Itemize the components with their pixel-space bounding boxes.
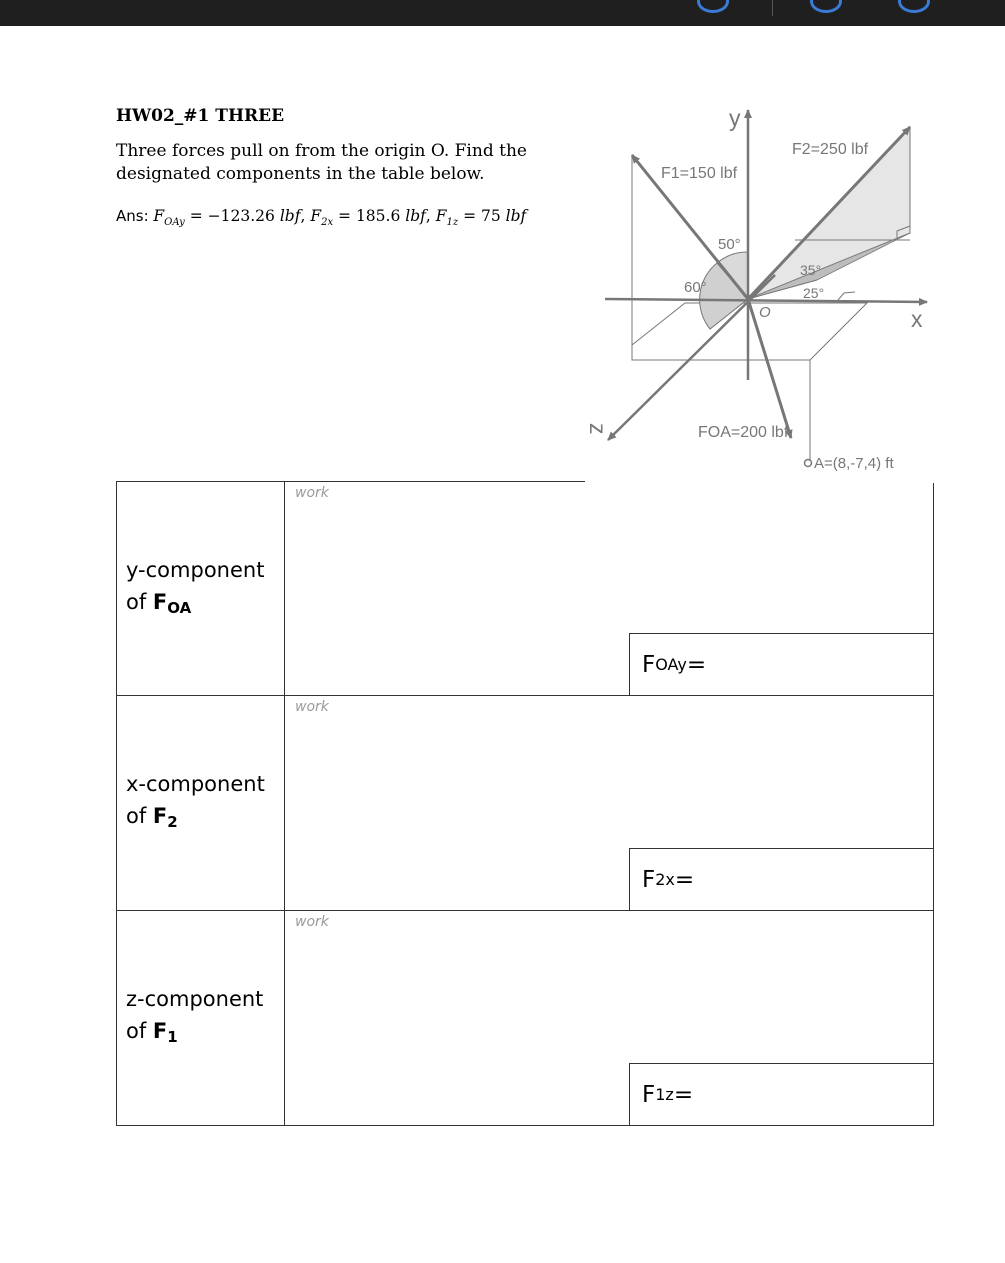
answer-field-subscript: OAy — [655, 655, 687, 674]
work-area-hint[interactable]: work — [295, 485, 329, 501]
table-row — [116, 481, 934, 696]
diagram-overlap-mask — [585, 478, 934, 483]
row-label-subscript: OA — [167, 598, 192, 617]
row-label-text: y-component — [126, 557, 265, 582]
answer-field-label: F — [642, 1081, 656, 1108]
problem-title: HW02_#1 THREE — [116, 106, 285, 126]
f2-label: F2=250 lbf — [792, 141, 869, 158]
row-label-vector: F — [152, 589, 168, 614]
row-label-of: of — [126, 589, 153, 614]
point-a-marker — [805, 460, 812, 467]
toolbar-icon[interactable] — [898, 0, 930, 13]
x-axis-label: x — [911, 306, 923, 332]
table-row — [116, 696, 934, 911]
origin-label: O — [759, 304, 771, 321]
top-toolbar — [0, 0, 1005, 26]
angle-50-label: 50° — [718, 236, 741, 253]
row-label-of: of — [126, 1019, 153, 1043]
f1-label: F1=150 lbf — [661, 165, 738, 182]
toolbar-icon[interactable] — [697, 0, 729, 13]
components-table — [116, 481, 934, 1126]
answer-field-f2x[interactable] — [629, 848, 934, 911]
x-axis — [605, 299, 927, 302]
force-diagram — [585, 100, 945, 480]
answer-field-equals: = — [686, 651, 707, 678]
angle-25-label: 25° — [803, 285, 825, 301]
toolbar-separator — [772, 0, 773, 16]
answer-field-foay[interactable] — [629, 633, 934, 696]
work-area-hint[interactable]: work — [295, 914, 329, 930]
row-label-vector: F — [152, 1019, 168, 1043]
toolbar-icon[interactable] — [810, 0, 842, 13]
table-row — [116, 911, 934, 1126]
answer-field-equals: = — [673, 1081, 694, 1108]
row-label-text: x-component — [126, 772, 265, 796]
foa-label: FOA=200 lbf — [698, 424, 789, 441]
answer-field-equals: = — [674, 866, 695, 893]
answer-line — [116, 207, 526, 228]
row-label-subscript: 2 — [167, 813, 178, 831]
row-label — [117, 696, 285, 910]
row-label — [117, 482, 285, 695]
answer-expression: $F_{OAy} = -123.26$ lbf, $F_{2x} = 185.6$ lbf, $F_{1z} = 75$ lbf — [153, 207, 527, 229]
answer-field-subscript: 1z — [655, 1085, 674, 1104]
point-a-label: A=(8,-7,4) ft — [814, 455, 894, 472]
row-label — [117, 911, 285, 1125]
angle-35-label: 35° — [800, 262, 822, 278]
answer-field-f1z[interactable] — [629, 1063, 934, 1126]
right-angle-mark — [838, 292, 855, 300]
row-label-subscript: 1 — [167, 1028, 178, 1046]
answer-prefix: Ans: — [116, 207, 154, 225]
angle-60-label: 60° — [684, 279, 707, 296]
row-label-vector: F — [152, 804, 168, 828]
problem-prompt: Three forces pull on from the origin O. Find the designated components in the table below. — [116, 141, 527, 184]
work-area-hint[interactable]: work — [295, 699, 329, 715]
y-axis-label: y — [729, 105, 741, 131]
answer-field-subscript: 2x — [655, 870, 675, 889]
answer-field-label: F — [642, 651, 656, 678]
z-axis-label: z — [585, 423, 611, 435]
answer-field-label: F — [642, 866, 656, 893]
row-label-text: z-component — [126, 987, 264, 1011]
xz-floor-plane — [632, 303, 867, 360]
row-label-of: of — [126, 804, 153, 828]
